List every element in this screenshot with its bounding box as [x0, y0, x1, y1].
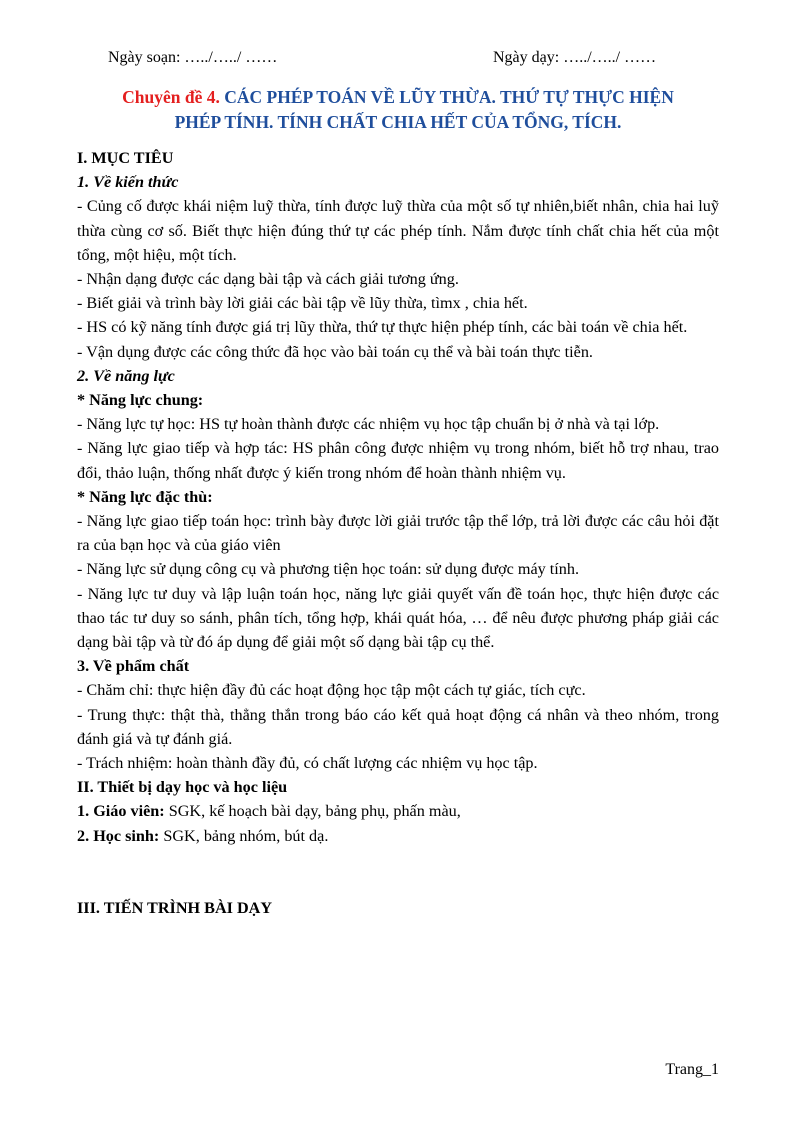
student-text: SGK, bảng nhóm, bút dạ. [159, 826, 329, 845]
title-line-1: CÁC PHÉP TOÁN VỀ LŨY THỪA. THỨ TỰ THỰC HIỆN [219, 87, 674, 107]
document-body [77, 146, 719, 920]
section-heading-muc-tieu: I. MỤC TIÊU [77, 149, 174, 167]
subheading-pham-chat: 3. Về phẩm chất [77, 657, 190, 676]
title-line-2: PHÉP TÍNH. TÍNH CHẤT CHIA HẾT CỦA TỔNG, TÍCH. [174, 112, 622, 132]
teaching-date: Ngày dạy: …../…../ …… [493, 49, 657, 66]
section-heading-thiet-bi: II. Thiết bị dạy học và học liệu [77, 778, 288, 797]
paragraph: - Vận dụng được các công thức đã học vào bài toán cụ thể và bài toán thực tiễn. [77, 342, 593, 361]
spacer [77, 848, 719, 896]
preparation-date: Ngày soạn: …../…../ …… [108, 49, 278, 66]
teacher-materials [77, 799, 719, 823]
paragraph: - Nhận dạng được các dạng bài tập và cách giải tương ứng. [77, 270, 459, 289]
paragraph: - Năng lực tư duy và lập luận toán học, năng lực giải quyết vấn đề toán học, thực hiện được các thao tác tư duy so sánh, phân tích, tổng hợp, khái quát hóa, … để nêu được phương pháp giải các dạng bài tập và từ đó áp dụng để giải một số dạng bài tập cụ thể. [77, 584, 719, 652]
student-materials [77, 824, 719, 848]
title-prefix: Chuyên đề 4. [122, 87, 220, 107]
paragraph: - Củng cố được khái niệm luỹ thừa, tính được luỹ thừa của một số tự nhiên,biết nhân, chia hai luỹ thừa cùng cơ số. Biết thực hiện đúng thứ tự các phép tính. Nắm được tính chất chia hết của một tổng, một hiệu, một tích. [77, 197, 719, 264]
paragraph: - Năng lực tự học: HS tự hoàn thành được các nhiệm vụ học tập chuẩn bị ở nhà và tại lớp. [77, 415, 660, 434]
teacher-label: 1. Giáo viên: [77, 802, 165, 821]
paragraph: - HS có kỹ năng tính được giá trị lũy thừa, thứ tự thực hiện phép tính, các bài toán về chia hết. [77, 318, 688, 337]
section-heading-tien-trinh: III. TIẾN TRÌNH BÀI DẠY [77, 898, 273, 917]
paragraph: - Trách nhiệm: hoàn thành đầy đủ, có chất lượng các nhiệm vụ học tập. [77, 754, 538, 773]
paragraph: - Chăm chỉ: thực hiện đầy đủ các hoạt động học tập một cách tự giác, tích cực. [77, 681, 586, 700]
subheading-nang-luc-dac-thu: * Năng lực đặc thù: [77, 487, 213, 506]
page-number: Trang_1 [665, 1061, 719, 1078]
paragraph: - Năng lực sử dụng công cụ và phương tiện học toán: sử dụng được máy tính. [77, 560, 580, 579]
subheading-nang-luc-chung: * Năng lực chung: [77, 391, 204, 410]
teacher-text: SGK, kế hoạch bài dạy, bảng phụ, phấn màu, [164, 802, 461, 821]
subheading-kien-thuc: 1. Về kiến thức [77, 173, 179, 192]
paragraph: - Biết giải và trình bày lời giải các bài tập về lũy thừa, tìmx , chia hết. [77, 294, 528, 313]
paragraph: - Năng lực giao tiếp toán học: trình bày được lời giải trước tập thể lớp, trả lời được các câu hỏi đặt ra của bạn học và của giáo viên [77, 512, 719, 555]
subheading-nang-luc: 2. Về năng lực [77, 366, 175, 385]
student-label: 2. Học sinh: [77, 826, 160, 845]
paragraph: - Năng lực giao tiếp và hợp tác: HS phân công được nhiệm vụ trong nhóm, biết hỗ trợ nhau, trao đổi, thảo luận, thống nhất được ý kiến trong nhóm để hoàn thành nhiệm vụ. [77, 439, 719, 482]
paragraph: - Trung thực: thật thà, thẳng thắn trong báo cáo kết quả hoạt động cá nhân và theo nhóm, trong đánh giá và tự đánh giá. [77, 705, 719, 748]
document-title [77, 85, 719, 135]
